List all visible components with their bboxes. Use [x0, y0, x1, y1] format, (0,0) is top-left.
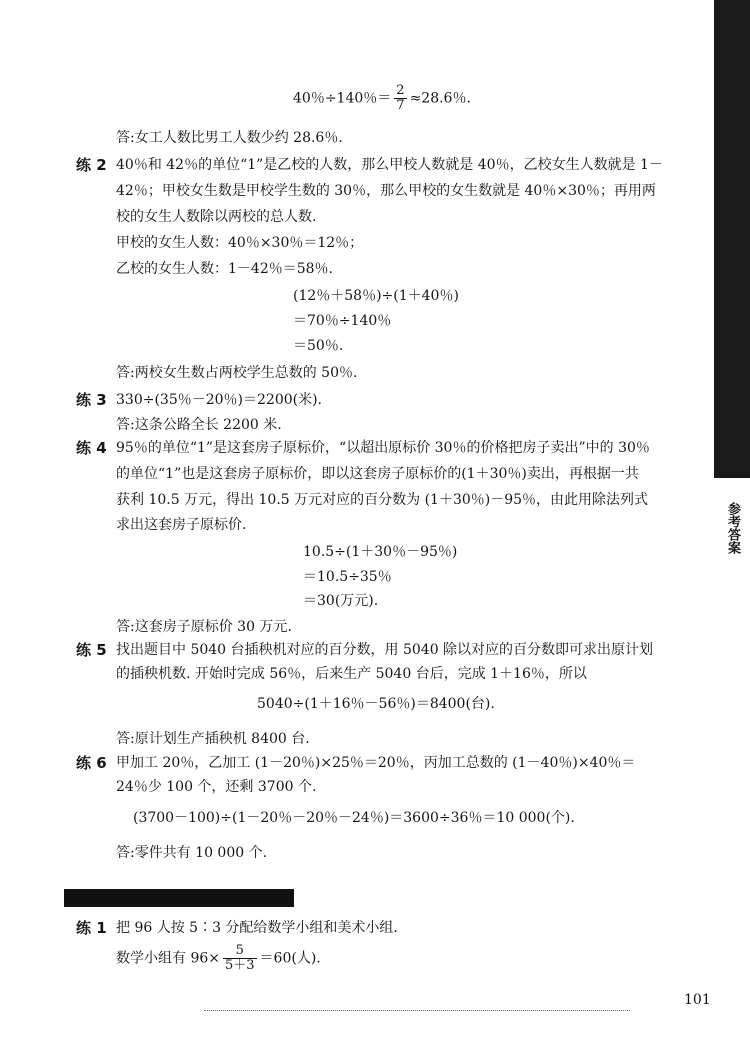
ex4-label: 练 4	[76, 439, 107, 457]
ex4-line-3: 获利 10.5 万元，得出 10.5 万元对应的百分数为 (1＋30％)－95％，由此用除法列式	[116, 492, 649, 508]
s2-ex1-line: 把 96 人按 5∶3 分配给数学小组和美术小组.	[116, 920, 398, 936]
ex3-line: 330÷(35％－20％)＝2200(米).	[116, 392, 323, 408]
top-formula-right: ≈28.6％.	[409, 90, 471, 107]
ex4-calc-2: ＝10.5÷35％	[303, 569, 392, 585]
s2-result-fraction	[223, 944, 257, 973]
ex2-label: 练 2	[76, 156, 107, 174]
ex5-calc: 5040÷(1＋16％－56％)＝8400(台).	[257, 696, 495, 712]
fraction-denominator: 5＋3	[225, 958, 255, 973]
ex2-calc-2: ＝70％÷140％	[293, 313, 392, 329]
ex2-calc-3: ＝50％.	[293, 338, 344, 354]
ex6-line-1: 甲加工 20％，乙加工 (1－20％)×25％＝20％，丙加工总数的 (1－40％)×40％＝	[116, 755, 636, 771]
ex6-label: 练 6	[76, 754, 107, 772]
ex2-line-2: 42％；甲校女生数是甲校学生数的 30％，那么甲校的女生数就是 40％×30％；再用两	[116, 183, 656, 199]
page-number: 101	[684, 992, 711, 1008]
s2-ex1-label: 练 1	[76, 919, 107, 937]
ex4-calc-1: 10.5÷(1＋30％－95％)	[303, 544, 458, 560]
ex2-line-1: 40％和 42％的单位“1”是乙校的人数，那么甲校人数就是 40％，乙校女生人数就是 1－	[116, 157, 663, 173]
ex2-step-b: 乙校的女生人数：1－42％＝58％.	[116, 261, 333, 277]
ex5-label: 练 5	[76, 641, 107, 659]
ex4-calc-3: ＝30(万元).	[303, 593, 379, 609]
ex3-answer: 答:这条公路全长 2200 米.	[116, 417, 282, 433]
answer-section-tab: 参考答案	[725, 502, 740, 554]
ex5-line-2: 的插秧机数. 开始时完成 56％，后来生产 5040 台后，完成 1＋16％，所以	[116, 666, 587, 682]
top-formula-fraction	[394, 84, 406, 113]
top-formula-left: 40％÷140％＝	[293, 90, 392, 107]
ex6-calc: (3700－100)÷(1－20％－20％－24％)＝3600÷36％＝10 000(个).	[133, 810, 575, 826]
ex5-line-1: 找出题目中 5040 台插秧机对应的百分数，用 5040 除以对应的百分数即可求出原计划	[116, 642, 654, 658]
ex4-line-4: 求出这套房子原标价.	[116, 517, 247, 533]
fraction-denominator: 7	[396, 98, 405, 113]
ex6-answer: 答:零件共有 10 000 个.	[116, 845, 268, 861]
ex4-answer: 答:这套房子原标价 30 万元.	[116, 619, 292, 635]
fraction-numerator: 2	[396, 83, 405, 98]
ex3-label: 练 3	[76, 391, 107, 409]
ex5-answer: 答:原计划生产插秧机 8400 台.	[116, 731, 310, 747]
ex2-answer: 答:两校女生数占两校学生总数的 50％.	[116, 365, 358, 381]
section-heading-bar	[64, 889, 294, 907]
ex2-step-a: 甲校的女生人数：40％×30％＝12％；	[116, 235, 364, 251]
ex2-line-3: 校的女生人数除以两校的总人数.	[116, 209, 317, 225]
answer-1: 答:女工人数比男工人数少约 28.6％.	[116, 130, 343, 146]
top-formula	[293, 84, 471, 113]
s2-result-right: ＝60(人).	[259, 950, 321, 967]
footer-dotted-rule	[204, 1010, 630, 1011]
ex4-line-2: 的单位“1”也是这套房子原标价，即以这套房子原标价的(1＋30％)卖出，再根据一共	[116, 466, 639, 482]
ex6-line-2: 24％少 100 个，还剩 3700 个.	[116, 779, 317, 795]
sidebar-black-bar	[714, 0, 750, 478]
fraction-numerator: 5	[235, 943, 244, 958]
s2-ex1-result	[116, 944, 321, 973]
ex4-line-1: 95％的单位“1”是这套房子原标价，“以超出原标价 30％的价格把房子卖出”中的 30％	[116, 440, 650, 456]
ex2-calc-1: (12％＋58％)÷(1＋40％)	[293, 288, 459, 304]
s2-result-left: 数学小组有 96×	[116, 950, 220, 967]
